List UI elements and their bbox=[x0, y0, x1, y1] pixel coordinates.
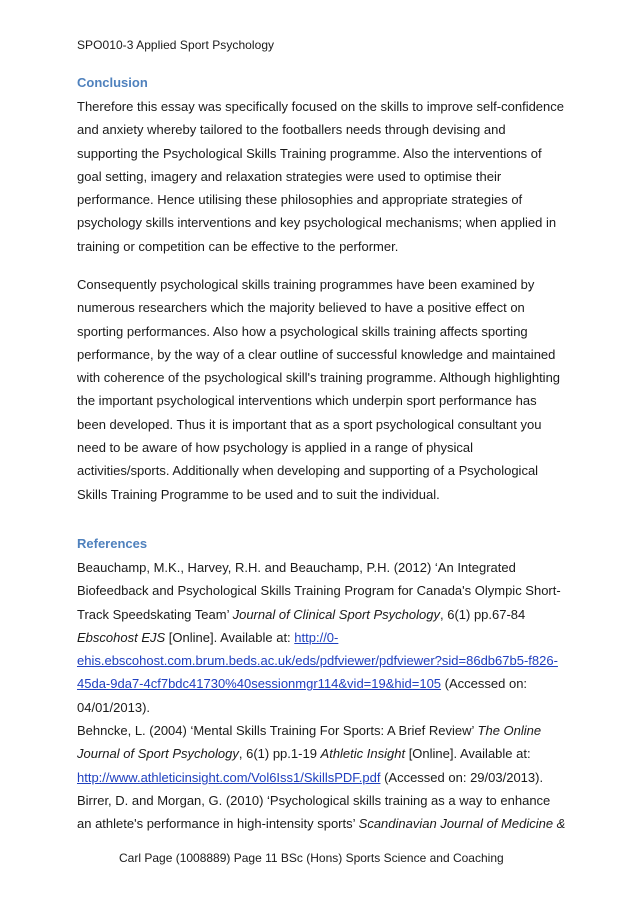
reference-text: [Online]. Available at: bbox=[405, 746, 531, 762]
reference-line bbox=[77, 672, 577, 695]
page-footer: Carl Page (1008889) Page 11 BSc (Hons) Sports Science and Coaching bbox=[119, 851, 504, 865]
conclusion-paragraph-1 bbox=[77, 95, 577, 258]
text-line: goal setting, imagery and relaxation strategies were used to optimise their bbox=[77, 168, 502, 184]
reference-text: Track Speedskating Team’ bbox=[77, 606, 233, 622]
text-line: performance. Hence utilising these philosophies and appropriate strategies of bbox=[77, 192, 523, 208]
reference-line bbox=[77, 766, 577, 789]
text-line: Skills Training Programme to be used and to suit the individual. bbox=[77, 486, 440, 502]
reference-text: an athlete's performance in high-intensity sports’ bbox=[77, 816, 359, 832]
text-line: training or competition can be effective to the performer. bbox=[77, 238, 399, 254]
reference-line bbox=[77, 719, 577, 742]
reference-text: , 6(1) pp.67-84 bbox=[439, 606, 526, 622]
text-line: and anxiety whereby tailored to the footballers needs through devising and bbox=[77, 122, 506, 138]
text-line: psychology skills interventions and key psychological mechanisms; when applied in bbox=[77, 215, 557, 231]
text-line: sporting performances. Also how a psychological skills training affects sporting bbox=[77, 323, 528, 339]
reference-link[interactable]: http://www.athleticinsight.com/Vol6Iss1/SkillsPDF.pdf bbox=[77, 769, 381, 785]
journal-title: Journal of Clinical Sport Psychology bbox=[232, 606, 440, 622]
text-line: supporting the Psychological Skills Training programme. Also the interventions of bbox=[77, 145, 542, 161]
reference-text: , 6(1) pp.1-19 bbox=[238, 746, 321, 762]
reference-line: Birrer, D. and Morgan, G. (2010) ‘Psychological skills training as a way to enhance bbox=[77, 792, 551, 808]
reference-text: (Accessed on: 29/03/2013). bbox=[380, 769, 544, 785]
reference-line: Beauchamp, M.K., Harvey, R.H. and Beauchamp, P.H. (2012) ‘An Integrated bbox=[77, 560, 516, 575]
reference-line bbox=[77, 812, 577, 835]
reference-text: Behncke, L. (2004) ‘Mental Skills Training For Sports: A Brief Review’ bbox=[77, 723, 478, 739]
journal-title: Scandinavian Journal of Medicine & bbox=[358, 816, 566, 832]
conclusion-paragraph-2 bbox=[77, 273, 577, 506]
references-heading: References bbox=[77, 536, 148, 551]
text-line: numerous researchers which the majority believed to have a positive effect on bbox=[77, 300, 525, 316]
reference-link[interactable]: 45da-9da7-4cf7bdc41730%40sessionmgr114&vid=19&hid=105 bbox=[77, 676, 442, 692]
text-line: activities/sports. Additionally when developing and supporting of a Psychological bbox=[77, 463, 539, 479]
database-name: Ebscohost EJS bbox=[77, 629, 166, 645]
reference-link[interactable]: ehis.ebscohost.com.brum.beds.ac.uk/eds/pdfviewer/pdfviewer?sid=86db67b5-f826- bbox=[77, 653, 558, 669]
text-line: with coherence of the psychological skill's training programme. Although highlighting bbox=[77, 370, 561, 386]
text-line: been developed. Thus it is important that as a sport psychological consultant you bbox=[77, 416, 542, 432]
reference-link[interactable]: http://0- bbox=[294, 629, 339, 645]
text-line: Therefore this essay was specifically focused on the skills to improve self-confidence bbox=[77, 99, 564, 114]
text-line: the important psychological interventions which underpin sport performance has bbox=[77, 393, 537, 409]
database-name: Athletic Insight bbox=[320, 746, 406, 762]
reference-text: [Online]. Available at: bbox=[165, 629, 295, 645]
reference-text: (Accessed on: bbox=[441, 676, 528, 692]
journal-title: The Online bbox=[477, 723, 542, 739]
references-list bbox=[77, 556, 577, 836]
text-line: Consequently psychological skills training programmes have been examined by bbox=[77, 277, 535, 292]
conclusion-heading: Conclusion bbox=[77, 75, 148, 90]
text-line: performance, by the way of a clear outline of successful knowledge and maintained bbox=[77, 346, 556, 362]
reference-line bbox=[77, 603, 577, 626]
reference-line: 04/01/2013). bbox=[77, 699, 151, 715]
text-line: need to be aware of how psychology is applied in a range of physical bbox=[77, 440, 474, 456]
reference-line bbox=[77, 649, 577, 672]
reference-line: Biofeedback and Psychological Skills Training Program for Canada's Olympic Short- bbox=[77, 583, 561, 599]
reference-line bbox=[77, 626, 577, 649]
journal-title: Journal of Sport Psychology bbox=[77, 746, 239, 762]
running-header: SPO010-3 Applied Sport Psychology bbox=[77, 38, 275, 52]
reference-line bbox=[77, 742, 577, 765]
